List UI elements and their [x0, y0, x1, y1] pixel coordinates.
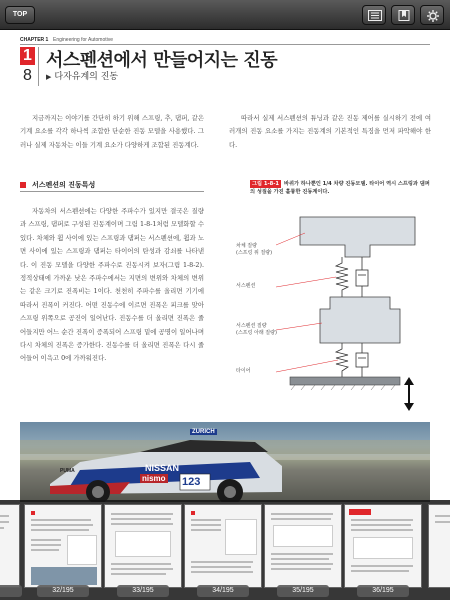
thumbnail-label [0, 585, 22, 597]
chapter-divider [20, 44, 430, 45]
tire-damper [356, 343, 368, 377]
intro-paragraph-right: 따라서 실제 서스펜션의 튜닝과 같은 진동 제어를 실시하기 전에 여러개의 진동 요소를 가지는 진동계의 기본적인 특징을 먼저 파악해야 한다. [229, 114, 431, 149]
thumbnail-page-33[interactable] [104, 504, 182, 588]
label-unsprung-mass: 서스펜션 질량 (스프링 아래 질량) [236, 323, 277, 336]
thumbnail-label-36: 36/195 [357, 585, 409, 597]
quarter-car-diagram-svg [250, 205, 430, 415]
top-button[interactable]: TOP [5, 6, 35, 24]
unsprung-mass-block [320, 297, 400, 343]
red-square-bullet-icon [20, 182, 26, 188]
race-car-illustration [20, 422, 430, 502]
section-heading [20, 178, 204, 192]
race-car-photo [20, 422, 430, 502]
chapter-header [20, 37, 430, 45]
section-number-minor: 8 [23, 67, 32, 84]
label-body-mass: 차체 질량 (스프링 위 질량) [236, 243, 273, 256]
bookmark-button[interactable] [391, 5, 415, 25]
sponsor-decal: ZURICH [192, 429, 215, 435]
suspension-spring [336, 257, 348, 297]
chapter-label: CHAPTER 1 [20, 37, 49, 43]
bookmark-icon [397, 10, 411, 21]
contents-button[interactable] [362, 5, 386, 25]
figure-caption-text: 바퀴가 하나뿐인 1/4 차량 진동모델. 타이어 역시 스프링과 댐퍼의 성질을 가진 훌륭한 진동계이다. [250, 181, 430, 195]
thumbnail-page-36[interactable] [344, 504, 422, 588]
section-heading-text: 서스펜션의 진동특성 [32, 181, 96, 189]
thumbnail-page-35[interactable] [264, 504, 342, 588]
thumbnail-page-34[interactable] [184, 504, 262, 588]
chapter-subtitle: Engineering for Automotive [53, 37, 114, 43]
suspension-damper [356, 257, 368, 297]
excitation-arrow [404, 377, 414, 411]
thumbnail-label-34: 34/195 [197, 585, 249, 597]
ground-hatch [291, 385, 395, 390]
body-mass-block [300, 217, 415, 257]
page-title: 서스펜션에서 만들어지는 진동 [46, 50, 278, 71]
ground-plate [290, 377, 400, 385]
thumbnail-page-32[interactable] [24, 504, 102, 588]
figure-tag: 그림 1-8-1 [252, 181, 279, 187]
settings-button[interactable] [420, 5, 444, 25]
top-toolbar [0, 0, 450, 30]
label-tire: 타이어 [236, 368, 251, 374]
thumbnail-page[interactable] [428, 504, 450, 588]
section-number-major: 1 [20, 47, 35, 65]
body-paragraph: 자동차의 서스펜션에는 다양한 주파수가 있지만 결국은 질량과 스프링, 댐퍼로 구성된 진동계이며 그림 1-8-1처럼 모델화할 수 있다. 차체와 휠 사이에 있는 스프링과 댐퍼는 서스펜션에, 휠과 노면 사이에 있는 스프링과 댐퍼는 타이어의 탄성과 감쇠를 나타낸다. 이 진동 모델을 다양한 주파수로 진동시켜 보자(그림 1-8-2). 정적상태에 가까운 낮은 주파수에서는 지면의 변위와 차체의 변위는 같은 크기로 진폭비는 1이다. 천천히 주파수를 올리면 기기에 따라서 진폭이 커진다. 어떤 진동수에 이르면 진폭은 피크를 맞아 스프링 위쪽으로 공진이 일어난다. 진동수를 더 올리면 진폭은 줄어들지만 어느 순간 진폭이 증폭되어 스프링 밑에 공명이 일어나며 다시 차체의 진폭은 증가한다. 진동수를 더 올리면 진폭은 다시 줄어들어 이윽고 0에 가까워진다. [20, 207, 204, 363]
title-divider [38, 47, 39, 86]
contents-icon [368, 10, 382, 21]
intro-paragraph-left: 지금까지는 이야기를 간단히 하기 위해 스프링, 추, 댐퍼, 같은 기계 요소를 각각 하나씩 조합한 단순한 진동 모델을 사용했다. 그러나 실제 자동차는 이들 기계 요소가 다양하게 조합된 진동계다. [20, 114, 204, 149]
triangle-bullet-icon: ▶ [46, 73, 52, 81]
label-suspension: 서스펜션 [236, 283, 256, 289]
page-subtitle-text: 다자유계의 진동 [54, 72, 119, 82]
thumbnail-page[interactable] [0, 504, 20, 588]
thumbnail-label-35: 35/195 [277, 585, 329, 597]
thumbnail-label-33: 33/195 [117, 585, 169, 597]
quarter-car-diagram [236, 205, 430, 415]
page-subtitle [46, 69, 118, 82]
figure-caption [250, 180, 430, 196]
brand-decal: NISSAN [145, 463, 180, 473]
side-decal: PUMA [60, 468, 75, 474]
car-number: 123 [182, 476, 201, 488]
settings-icon [426, 10, 440, 22]
brand2-decal: nismo [142, 474, 166, 483]
thumbnail-label-32: 32/195 [37, 585, 89, 597]
page-thumbnail-strip [0, 500, 450, 600]
